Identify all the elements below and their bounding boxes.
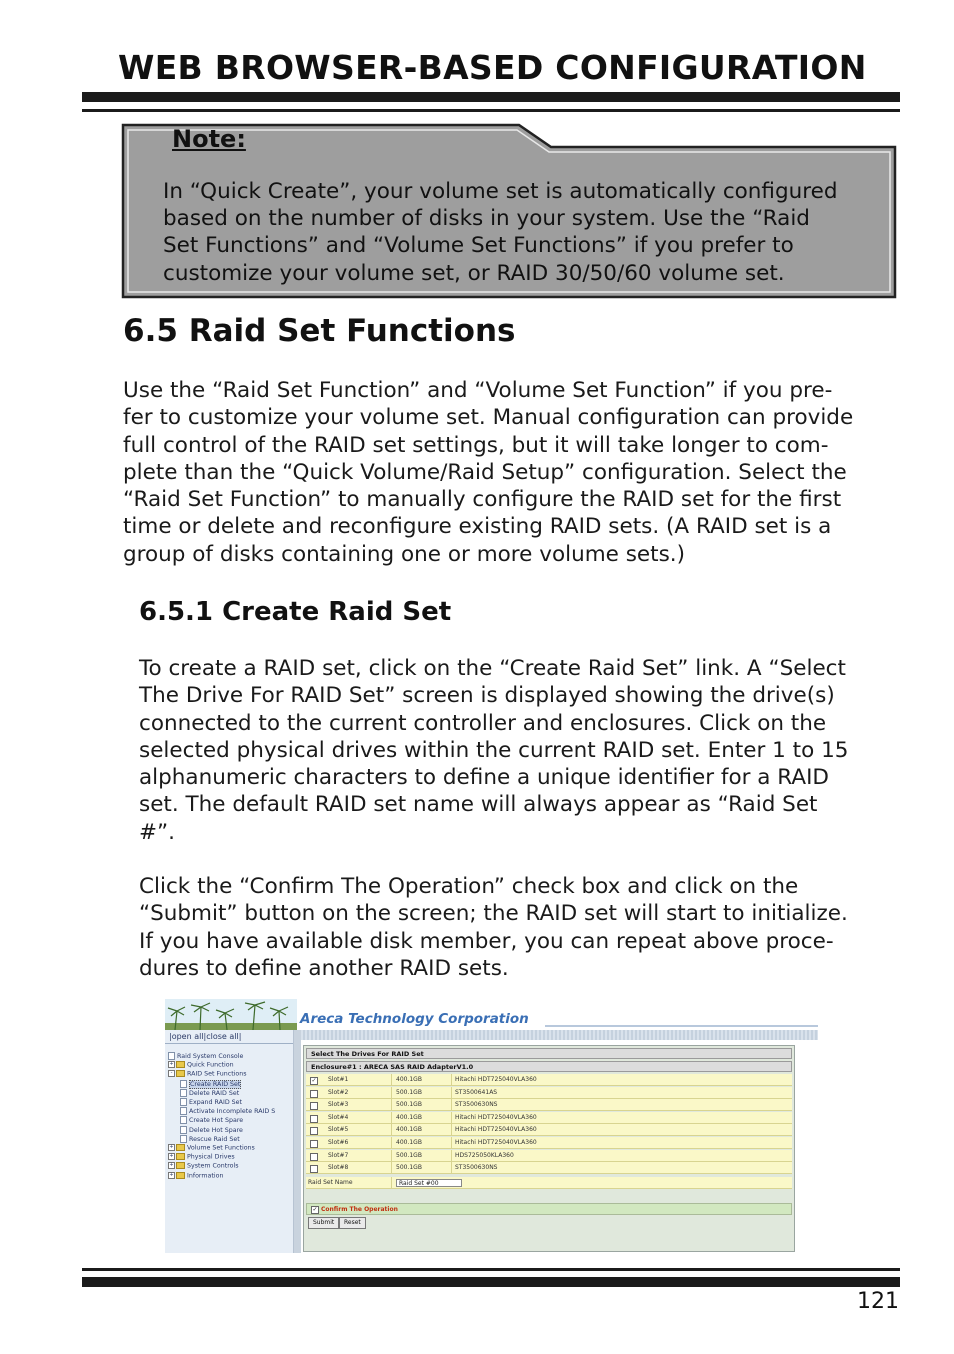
expand-icon[interactable]: + xyxy=(169,1171,174,1178)
expand-icon[interactable]: + xyxy=(169,1061,174,1068)
drive-slot: Slot#1 xyxy=(328,1076,349,1083)
sidebar-tree-label: Create RAID Set xyxy=(190,1080,241,1088)
drive-slot: Slot#5 xyxy=(328,1126,349,1134)
drive-model: ST3500641AS xyxy=(455,1088,498,1096)
page-icon xyxy=(180,1089,187,1097)
row-separator xyxy=(451,1124,452,1136)
row-separator xyxy=(391,1112,392,1124)
header-rule-thin xyxy=(82,109,900,112)
folder-icon xyxy=(176,1144,185,1151)
enclosure-header: Enclosure#1 : ARECA SAS RAID AdapterV1.0 xyxy=(306,1061,792,1072)
row-separator xyxy=(391,1150,392,1162)
footer-rule-thin xyxy=(82,1268,900,1271)
open-close-all-links[interactable]: |open all|close all| xyxy=(169,1032,242,1041)
create-raid-set-screenshot xyxy=(165,999,818,1253)
row-separator xyxy=(451,1162,452,1174)
drive-slot: Slot#3 xyxy=(328,1101,349,1109)
drive-checkbox[interactable] xyxy=(310,1165,318,1173)
row-separator xyxy=(391,1124,392,1136)
page-icon xyxy=(180,1080,187,1088)
drive-size: 400.1GB xyxy=(396,1126,422,1134)
note-body: In “Quick Create”, your volume set is automatically configured based on the number of disks in your system. Use the “Raid Set Functions” and “Volume Set Functions” if you prefer to customize your volume set, or RAID 30/50/60 volume set. xyxy=(163,179,838,286)
drive-model: Hitachi HDT725040VLA360 xyxy=(455,1126,537,1134)
sidebar-tree-item[interactable] xyxy=(180,1098,242,1107)
sidebar-tree-label: Quick Function xyxy=(187,1061,234,1069)
submit-button[interactable]: Submit xyxy=(308,1217,339,1229)
note-title: Note: xyxy=(172,125,246,153)
page-icon xyxy=(180,1107,187,1115)
drive-checkbox[interactable] xyxy=(310,1127,318,1135)
drive-row[interactable] xyxy=(306,1124,792,1136)
palm-trees-logo xyxy=(165,999,297,1030)
main-top-stripe xyxy=(301,1030,818,1040)
sidebar-tree-item[interactable] xyxy=(180,1107,275,1116)
folder-icon xyxy=(176,1172,185,1179)
drive-model: Hitachi HDT725040VLA360 xyxy=(455,1113,537,1121)
expand-icon[interactable]: + xyxy=(169,1162,174,1169)
row-separator xyxy=(391,1177,392,1189)
drive-slot: Slot#2 xyxy=(328,1088,349,1096)
drive-slot: Slot#8 xyxy=(328,1164,349,1172)
raid-set-name-input[interactable]: Raid Set #00 xyxy=(396,1179,462,1187)
row-separator xyxy=(451,1087,452,1099)
sidebar-tree-label: Create Hot Spare xyxy=(189,1117,244,1125)
drive-checkbox[interactable] xyxy=(310,1102,318,1110)
footer-rule-thick xyxy=(82,1277,900,1287)
row-separator xyxy=(391,1074,392,1086)
drive-checkbox[interactable] xyxy=(310,1153,318,1161)
sidebar-tree-label: RAID Set Functions xyxy=(187,1070,247,1078)
sidebar-tree-item[interactable] xyxy=(180,1089,239,1098)
drive-checkbox[interactable]: ✓ xyxy=(311,1077,317,1084)
sidebar-tree-item[interactable] xyxy=(168,1153,235,1162)
confirm-operation-row xyxy=(306,1203,792,1215)
screenshot-banner xyxy=(165,999,818,1030)
drive-size: 500.1GB xyxy=(396,1151,422,1159)
section-paragraph: Use the “Raid Set Function” and “Volume Set Function” if you pre- fer to customize your volume set. Manual configuration can provide full control of the RAID set settings, but it will take longer to com- plete than the “Quick Volume/Raid Setup” configuration. Select the “Raid Set Function” to manually configure the RAID set for the first time or delete and reconfigure existing RAID sets. (A RAID set is a group of disks containing one or more volume sets.) xyxy=(123,378,854,567)
page-icon xyxy=(180,1126,187,1134)
brand-name: Areca Technology Corporation xyxy=(300,1011,529,1027)
section-title: 6.5 Raid Set Functions xyxy=(123,313,516,349)
row-separator xyxy=(451,1099,452,1111)
drive-row[interactable] xyxy=(306,1099,792,1111)
page-icon xyxy=(180,1098,187,1106)
row-separator xyxy=(391,1137,392,1149)
drive-checkbox[interactable] xyxy=(310,1115,318,1123)
folder-icon xyxy=(176,1162,185,1169)
sidebar-tree-label: Information xyxy=(187,1172,224,1180)
sidebar-tree-label: System Controls xyxy=(187,1162,239,1170)
folder-icon xyxy=(176,1061,185,1068)
screenshot-sidebar xyxy=(165,1030,294,1253)
drive-model: ST3500630NS xyxy=(455,1101,498,1109)
expand-icon[interactable]: + xyxy=(169,1153,174,1160)
drive-row[interactable] xyxy=(306,1087,792,1099)
row-separator xyxy=(391,1087,392,1099)
drive-size: 500.1GB xyxy=(396,1101,422,1109)
row-separator xyxy=(391,1099,392,1111)
drive-model: Hitachi HDT725040VLA360 xyxy=(455,1076,537,1083)
sidebar-tree-item[interactable] xyxy=(168,1070,247,1079)
page-icon xyxy=(168,1052,175,1060)
raid-set-name-row xyxy=(306,1177,792,1189)
sidebar-tree-label: Raid System Console xyxy=(177,1053,244,1060)
sidebar-tree-label: Physical Drives xyxy=(187,1153,235,1161)
sidebar-tree-label: Rescue Raid Set xyxy=(189,1135,240,1143)
raid-set-name-label: Raid Set Name xyxy=(308,1179,353,1186)
confirm-operation-label: Confirm The Operation xyxy=(321,1206,398,1213)
row-separator xyxy=(451,1074,452,1086)
sidebar-tree-label: Delete Hot Spare xyxy=(189,1126,243,1134)
drive-size: 400.1GB xyxy=(396,1113,422,1121)
row-separator xyxy=(451,1112,452,1124)
subsection-title: 6.5.1 Create Raid Set xyxy=(139,597,452,627)
drive-row[interactable] xyxy=(306,1074,792,1086)
header-rule-thick xyxy=(82,92,900,102)
sidebar-tree-item[interactable] xyxy=(180,1080,241,1089)
expand-icon[interactable]: + xyxy=(169,1144,174,1150)
drive-size: 400.1GB xyxy=(396,1076,422,1083)
select-drives-header: Select The Drives For RAID Set xyxy=(306,1048,792,1059)
screenshot-main xyxy=(301,1030,818,1253)
drive-row[interactable] xyxy=(306,1162,792,1174)
drive-select-panel xyxy=(303,1045,795,1252)
collapse-icon[interactable]: - xyxy=(168,1070,175,1077)
form-buttons xyxy=(306,1216,792,1229)
sidebar-tree-item[interactable] xyxy=(168,1162,239,1171)
subsection-paragraph-2: Click the “Confirm The Operation” check box and click on the “Submit” button on the screen; the RAID set will start to initialize. If you have available disk member, you can repeat above proce- dures to define another RAID sets. xyxy=(139,874,848,981)
sidebar-tree-item[interactable] xyxy=(168,1061,234,1070)
drive-size: 500.1GB xyxy=(396,1088,422,1096)
brand-underline xyxy=(545,1025,818,1027)
page-number: 121 xyxy=(857,1289,899,1314)
sidebar-tree-item[interactable] xyxy=(180,1135,240,1144)
row-separator xyxy=(451,1150,452,1162)
drive-slot: Slot#7 xyxy=(328,1151,349,1159)
sidebar-tree-item[interactable] xyxy=(168,1052,243,1061)
drive-model: HDS725050KLA360 xyxy=(455,1151,514,1159)
sidebar-tree-label: Volume Set Functions xyxy=(187,1144,255,1152)
drive-row[interactable] xyxy=(306,1137,792,1149)
drive-model: Hitachi HDT725040VLA360 xyxy=(455,1139,537,1146)
folder-icon xyxy=(176,1153,185,1160)
sidebar-tree-item[interactable] xyxy=(180,1126,243,1135)
drive-row[interactable] xyxy=(306,1150,792,1162)
sidebar-splitter[interactable] xyxy=(294,1030,301,1253)
folder-icon xyxy=(176,1070,185,1077)
drive-model: ST3500630NS xyxy=(455,1164,498,1172)
sidebar-tree-item[interactable] xyxy=(168,1144,255,1153)
drive-checkbox[interactable] xyxy=(310,1140,318,1148)
page-header-title: WEB BROWSER-BASED CONFIGURATION xyxy=(118,48,867,87)
page-icon xyxy=(180,1116,187,1124)
drive-row[interactable] xyxy=(306,1112,792,1124)
drive-slot: Slot#6 xyxy=(328,1139,349,1146)
sidebar-divider xyxy=(165,1043,293,1044)
sidebar-tree-item[interactable] xyxy=(168,1172,223,1181)
sidebar-tree-label: Expand RAID Set xyxy=(189,1099,243,1106)
drive-size: 400.1GB xyxy=(396,1139,422,1146)
drive-checkbox[interactable] xyxy=(310,1090,318,1098)
subsection-paragraph-1: To create a RAID set, click on the “Create Raid Set” link. A “Select The Drive For RAID Set” screen is displayed showing the drive(s) connected to the current controller and enclosures. Click on the selected physical drives within the current RAID set. Enter 1 to 15 alphanumeric characters to define a unique identifier for a RAID set. The default RAID set name will always appear as “Raid Set #”. xyxy=(139,656,849,845)
confirm-operation-checkbox[interactable]: ✓ xyxy=(312,1206,318,1213)
drive-size: 500.1GB xyxy=(396,1164,422,1172)
sidebar-tree-item[interactable] xyxy=(180,1116,243,1125)
sidebar-tree-label: Activate Incomplete RAID S xyxy=(189,1108,276,1116)
page-icon xyxy=(180,1135,187,1143)
drive-slot: Slot#4 xyxy=(328,1113,349,1121)
row-separator xyxy=(391,1162,392,1174)
reset-button[interactable]: Reset xyxy=(339,1217,366,1229)
sidebar-tree-label: Delete RAID Set xyxy=(189,1089,240,1097)
row-separator xyxy=(451,1137,452,1149)
